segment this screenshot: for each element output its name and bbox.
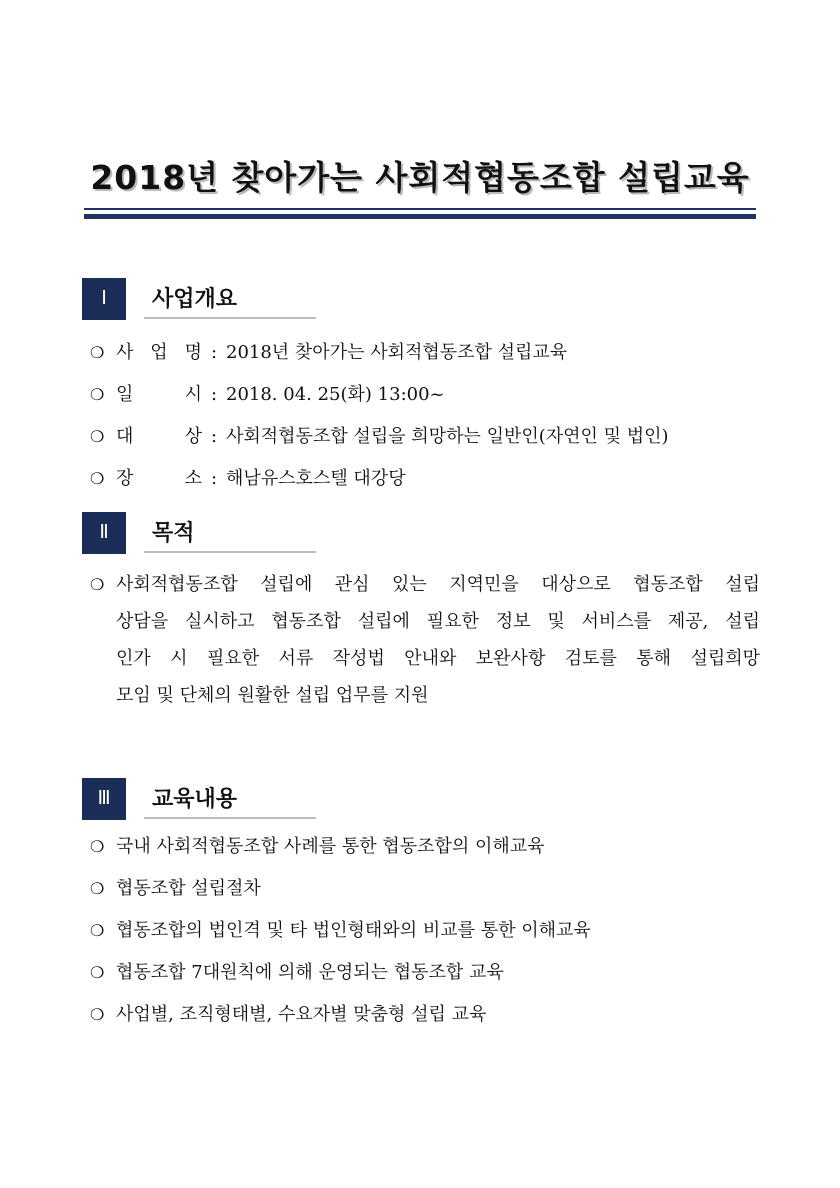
title-divider-thick: [84, 214, 756, 219]
circle-bullet-icon: ❍: [90, 385, 105, 404]
overview-item-name: ❍ 사 업 명 : 2018년 찾아가는 사회적협동조합 설립교육: [90, 338, 567, 364]
section-underline: [144, 317, 316, 319]
item-value: 사회적협동조합 설립을 희망하는 일반인(자연인 및 법인): [226, 426, 669, 447]
circle-bullet-icon: ❍: [90, 343, 105, 362]
circle-bullet-icon: ❍: [90, 963, 105, 982]
item-label: 사 업 명: [116, 342, 202, 363]
paragraph-line: 사회적협동조합 설립에 관심 있는 지역민을 대상으로 협동조합 설립: [116, 574, 760, 595]
item-text: 협동조합의 법인격 및 타 법인형태와의 비교를 통한 이해교육: [116, 920, 591, 941]
section-1-header: [82, 278, 322, 320]
circle-bullet-icon: ❍: [90, 575, 105, 594]
circle-bullet-icon: ❍: [90, 921, 105, 940]
paragraph-line: 인가 시 필요한 서류 작성법 안내와 보완사항 검토를 통해 설립희망: [116, 648, 760, 669]
paragraph-line: 모임 및 단체의 원활한 설립 업무를 지원: [116, 685, 429, 706]
title-divider-thin: [84, 208, 756, 210]
circle-bullet-icon: ❍: [90, 427, 105, 446]
purpose-paragraph: [90, 566, 760, 714]
item-text: 국내 사회적협동조합 사례를 통한 협동조합의 이해교육: [116, 836, 545, 857]
section-2-header: [82, 512, 322, 554]
circle-bullet-icon: ❍: [90, 837, 105, 856]
circle-bullet-icon: ❍: [90, 1005, 105, 1024]
item-value: 해남유스호스텔 대강당: [226, 468, 406, 489]
item-value: 2018년 찾아가는 사회적협동조합 설립교육: [226, 342, 568, 363]
item-label: 일 시: [116, 384, 202, 405]
overview-item-date: ❍ 일 시 : 2018. 04. 25(화) 13:00~: [90, 380, 445, 406]
section-number: Ⅰ: [82, 278, 126, 320]
item-text: 협동조합 7대원칙에 의해 운영되는 협동조합 교육: [116, 962, 504, 983]
item-value: 2018. 04. 25(화) 13:00~: [226, 384, 445, 405]
overview-item-place: ❍ 장 소 : 해남유스호스텔 대강당: [90, 464, 406, 490]
item-text: 사업별, 조직형태별, 수요자별 맞춤형 설립 교육: [116, 1004, 487, 1025]
content-item: [90, 1000, 486, 1026]
section-number: Ⅱ: [82, 512, 126, 554]
section-title: 사업개요: [152, 287, 238, 312]
content-item: [90, 832, 545, 858]
section-underline: [144, 551, 316, 553]
paragraph-line: 상담을 실시하고 협동조합 설립에 필요한 정보 및 서비스를 제공, 설립: [116, 611, 760, 632]
content-item: [90, 916, 591, 942]
content-item: [90, 958, 504, 984]
section-number: Ⅲ: [82, 778, 126, 820]
section-underline: [144, 817, 316, 819]
section-3-header: [82, 778, 322, 820]
page-title: 2018년 찾아가는 사회적협동조합 설립교육: [90, 158, 750, 197]
content-item: [90, 874, 261, 900]
item-label: 장 소: [116, 468, 202, 489]
overview-item-target: ❍ 대 상 : 사회적협동조합 설립을 희망하는 일반인(자연인 및 법인): [90, 422, 669, 448]
circle-bullet-icon: ❍: [90, 469, 105, 488]
circle-bullet-icon: ❍: [90, 879, 105, 898]
item-label: 대 상: [116, 426, 202, 447]
section-title: 교육내용: [152, 787, 238, 812]
item-text: 협동조합 설립절차: [116, 878, 261, 899]
section-title: 목적: [152, 521, 195, 546]
